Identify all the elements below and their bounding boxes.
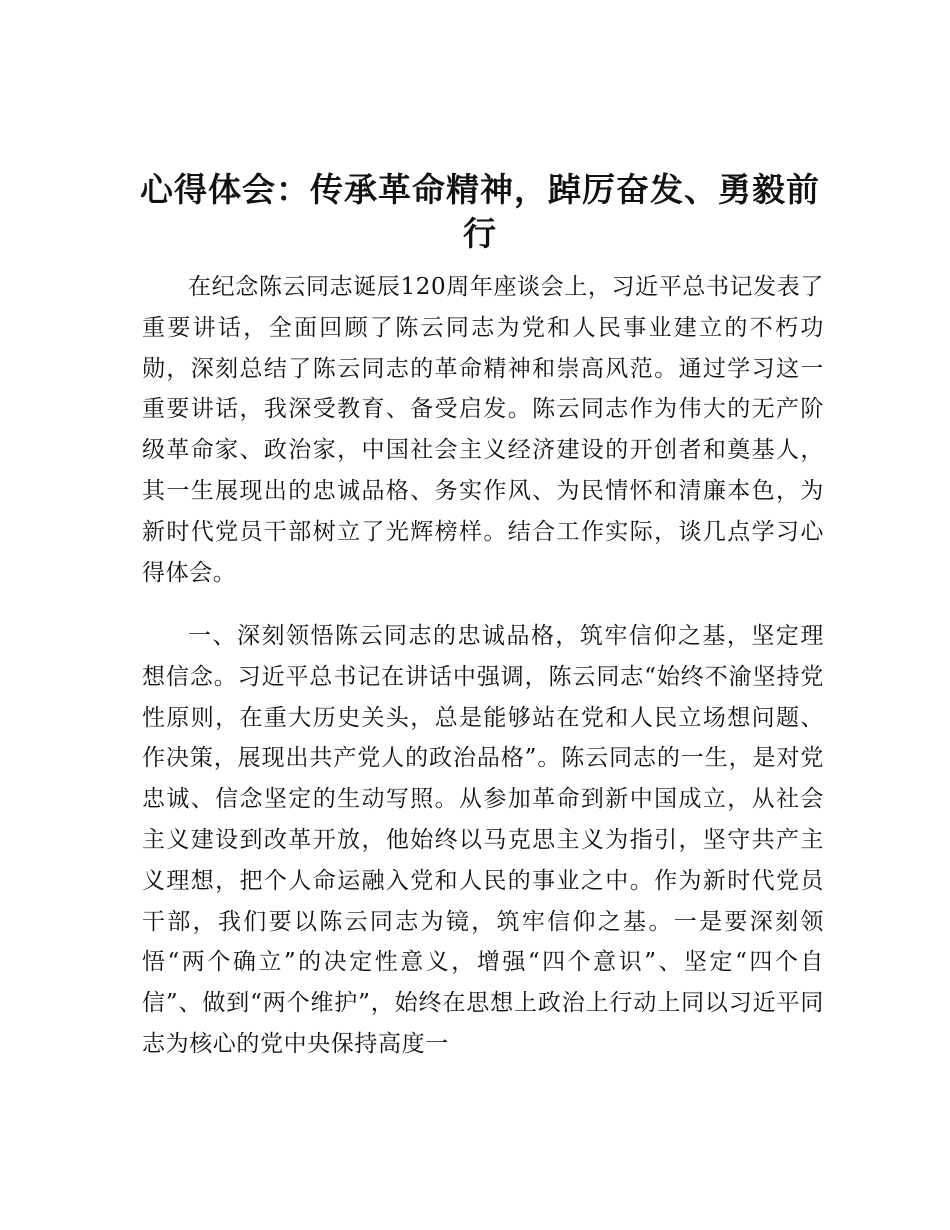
- paragraph-section-one: 一、深刻领悟陈云同志的忠诚品格，筑牢信仰之基，坚定理想信念。习近平总书记在讲话中强调，陈云同志“始终不渝坚持党性原则，在重大历史关头，总是能够站在党和人民立场想问题、作决策，展现出共产党人的政治品格”。陈云同志的一生，是对党忠诚、信念坚定的生动写照。从参加革命到新中国成立，从社会主义建设到改革开放，他始终以马克思主义为指引，坚守共产主义理想，把个人命运融入党和人民的事业之中。作为新时代党员干部，我们要以陈云同志为镜，筑牢信仰之基。一是要深刻领悟“两个确立”的决定性意义，增强“四个意识”、坚定“四个自信”、做到“两个维护”，始终在思想上政治上行动上同以习近平同志为核心的党中央保持高度一: [142, 623, 824, 1057]
- paragraph-intro: 在纪念陈云同志诞辰120周年座谈会上，习近平总书记发表了重要讲话，全面回顾了陈云同志为党和人民事业建立的不朽功勋，深刻总结了陈云同志的革命精神和崇高风范。通过学习这一重要讲话，我深受教育、备受启发。陈云同志作为伟大的无产阶级革命家、政治家，中国社会主义经济建设的开创者和奠基人，其一生展现出的忠诚品格、务实作风、为民情怀和清廉本色，为新时代党员干部树立了光辉榜样。结合工作实际，谈几点学习心得体会。: [142, 274, 824, 586]
- document-title: 心得体会：传承革命精神，踔厉奋发、勇毅前行: [140, 170, 820, 253]
